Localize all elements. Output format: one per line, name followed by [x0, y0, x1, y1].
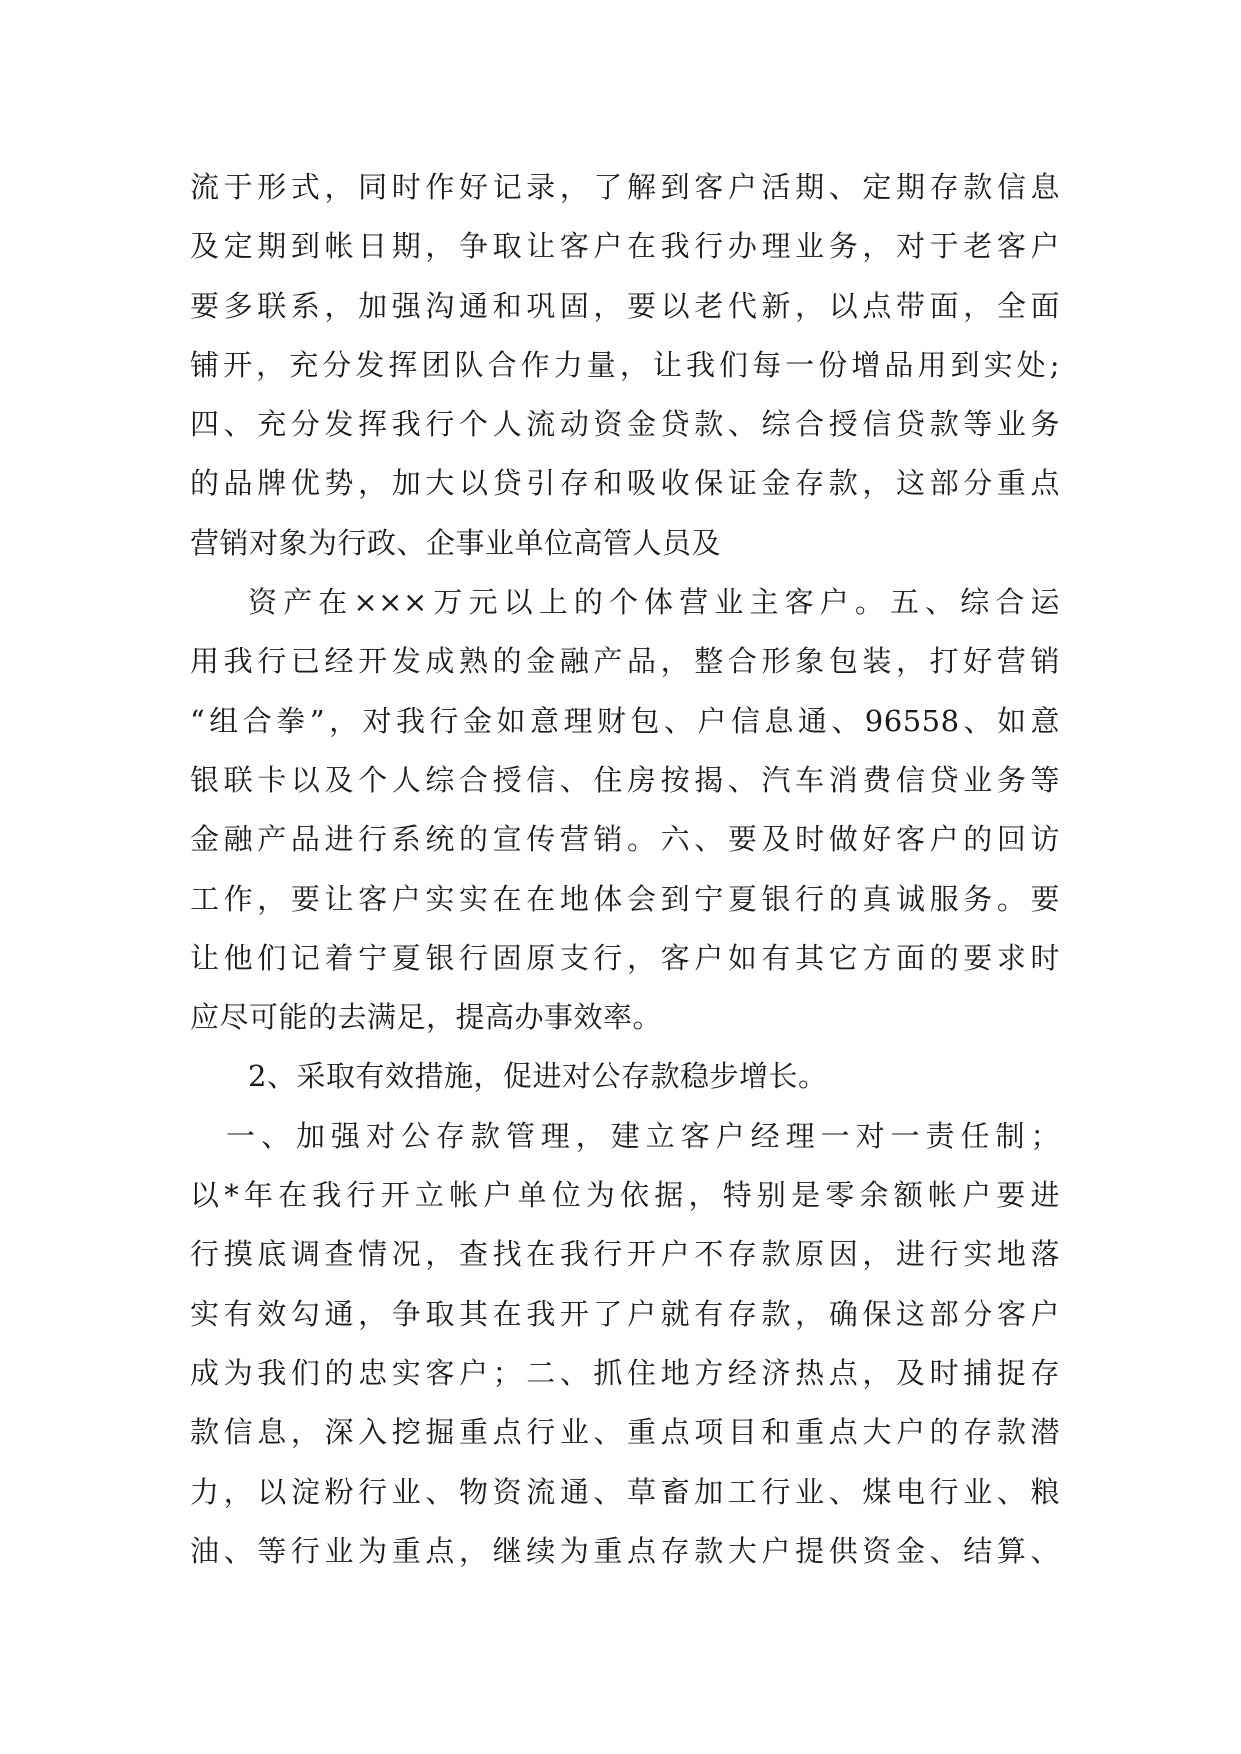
- text-line: 用我行已经开发成熟的金融产品，整合形象包装，打好营销: [190, 644, 1060, 679]
- text-line: 以*年在我行开立帐户单位为依据，特别是零余额帐户要进: [190, 1178, 1060, 1213]
- text-line: 流于形式，同时作好记录，了解到客户活期、定期存款信息: [190, 170, 1060, 204]
- text-line: “组合拳”，对我行金如意理财包、户信息通、96558、如意: [190, 703, 1060, 738]
- section-heading: 2、采取有效措施，促进对公存款稳步增长。: [248, 1059, 828, 1094]
- text-line: 铺开，充分发挥团队合作力量，让我们每一份增品用到实处;: [190, 347, 1060, 382]
- text-line: 应尽可能的去满足，提高办事效率。: [190, 1000, 663, 1035]
- text-line: 四、充分发挥我行个人流动资金贷款、综合授信贷款等业务: [190, 407, 1060, 442]
- text-line: 资产在×××万元以上的个体营业主客户。五、综合运: [248, 585, 1060, 620]
- text-line: 让他们记着宁夏银行固原支行，客户如有其它方面的要求时: [190, 940, 1060, 975]
- text-line: 力，以淀粉行业、物资流通、草畜加工行业、煤电行业、粮: [190, 1474, 1060, 1509]
- text-line: 工作，要让客户实实在在地体会到宁夏银行的真诚服务。要: [190, 881, 1060, 916]
- text-line: 营销对象为行政、企事业单位高管人员及: [190, 525, 722, 560]
- text-line: 油、等行业为重点，继续为重点存款大户提供资金、结算、: [190, 1533, 1060, 1568]
- text-line: 实有效勾通，争取其在我开了户就有存款，确保这部分客户: [190, 1296, 1060, 1331]
- text-line: 的品牌优势，加大以贷引存和吸收保证金存款，这部分重点: [190, 466, 1060, 501]
- text-line: 金融产品进行系统的宣传营销。六、要及时做好客户的回访: [190, 822, 1060, 857]
- text-line: 银联卡以及个人综合授信、住房按揭、汽车消费信贷业务等: [190, 762, 1060, 797]
- text-line: 成为我们的忠实客户；二、抓住地方经济热点，及时捕捉存: [190, 1355, 1060, 1390]
- text-line: 要多联系，加强沟通和巩固，要以老代新，以点带面，全面: [190, 288, 1060, 323]
- text-line: 行摸底调查情况，查找在我行开户不存款原因，进行实地落: [190, 1237, 1060, 1272]
- text-line: 一、加强对公存款管理，建立客户经理一对一责任制；: [226, 1118, 1060, 1153]
- text-line: 款信息，深入挖掘重点行业、重点项目和重点大户的存款潜: [190, 1415, 1060, 1450]
- body-text: [190, 158, 1060, 1581]
- text-line: 及定期到帐日期，争取让客户在我行办理业务，对于老客户: [190, 229, 1060, 264]
